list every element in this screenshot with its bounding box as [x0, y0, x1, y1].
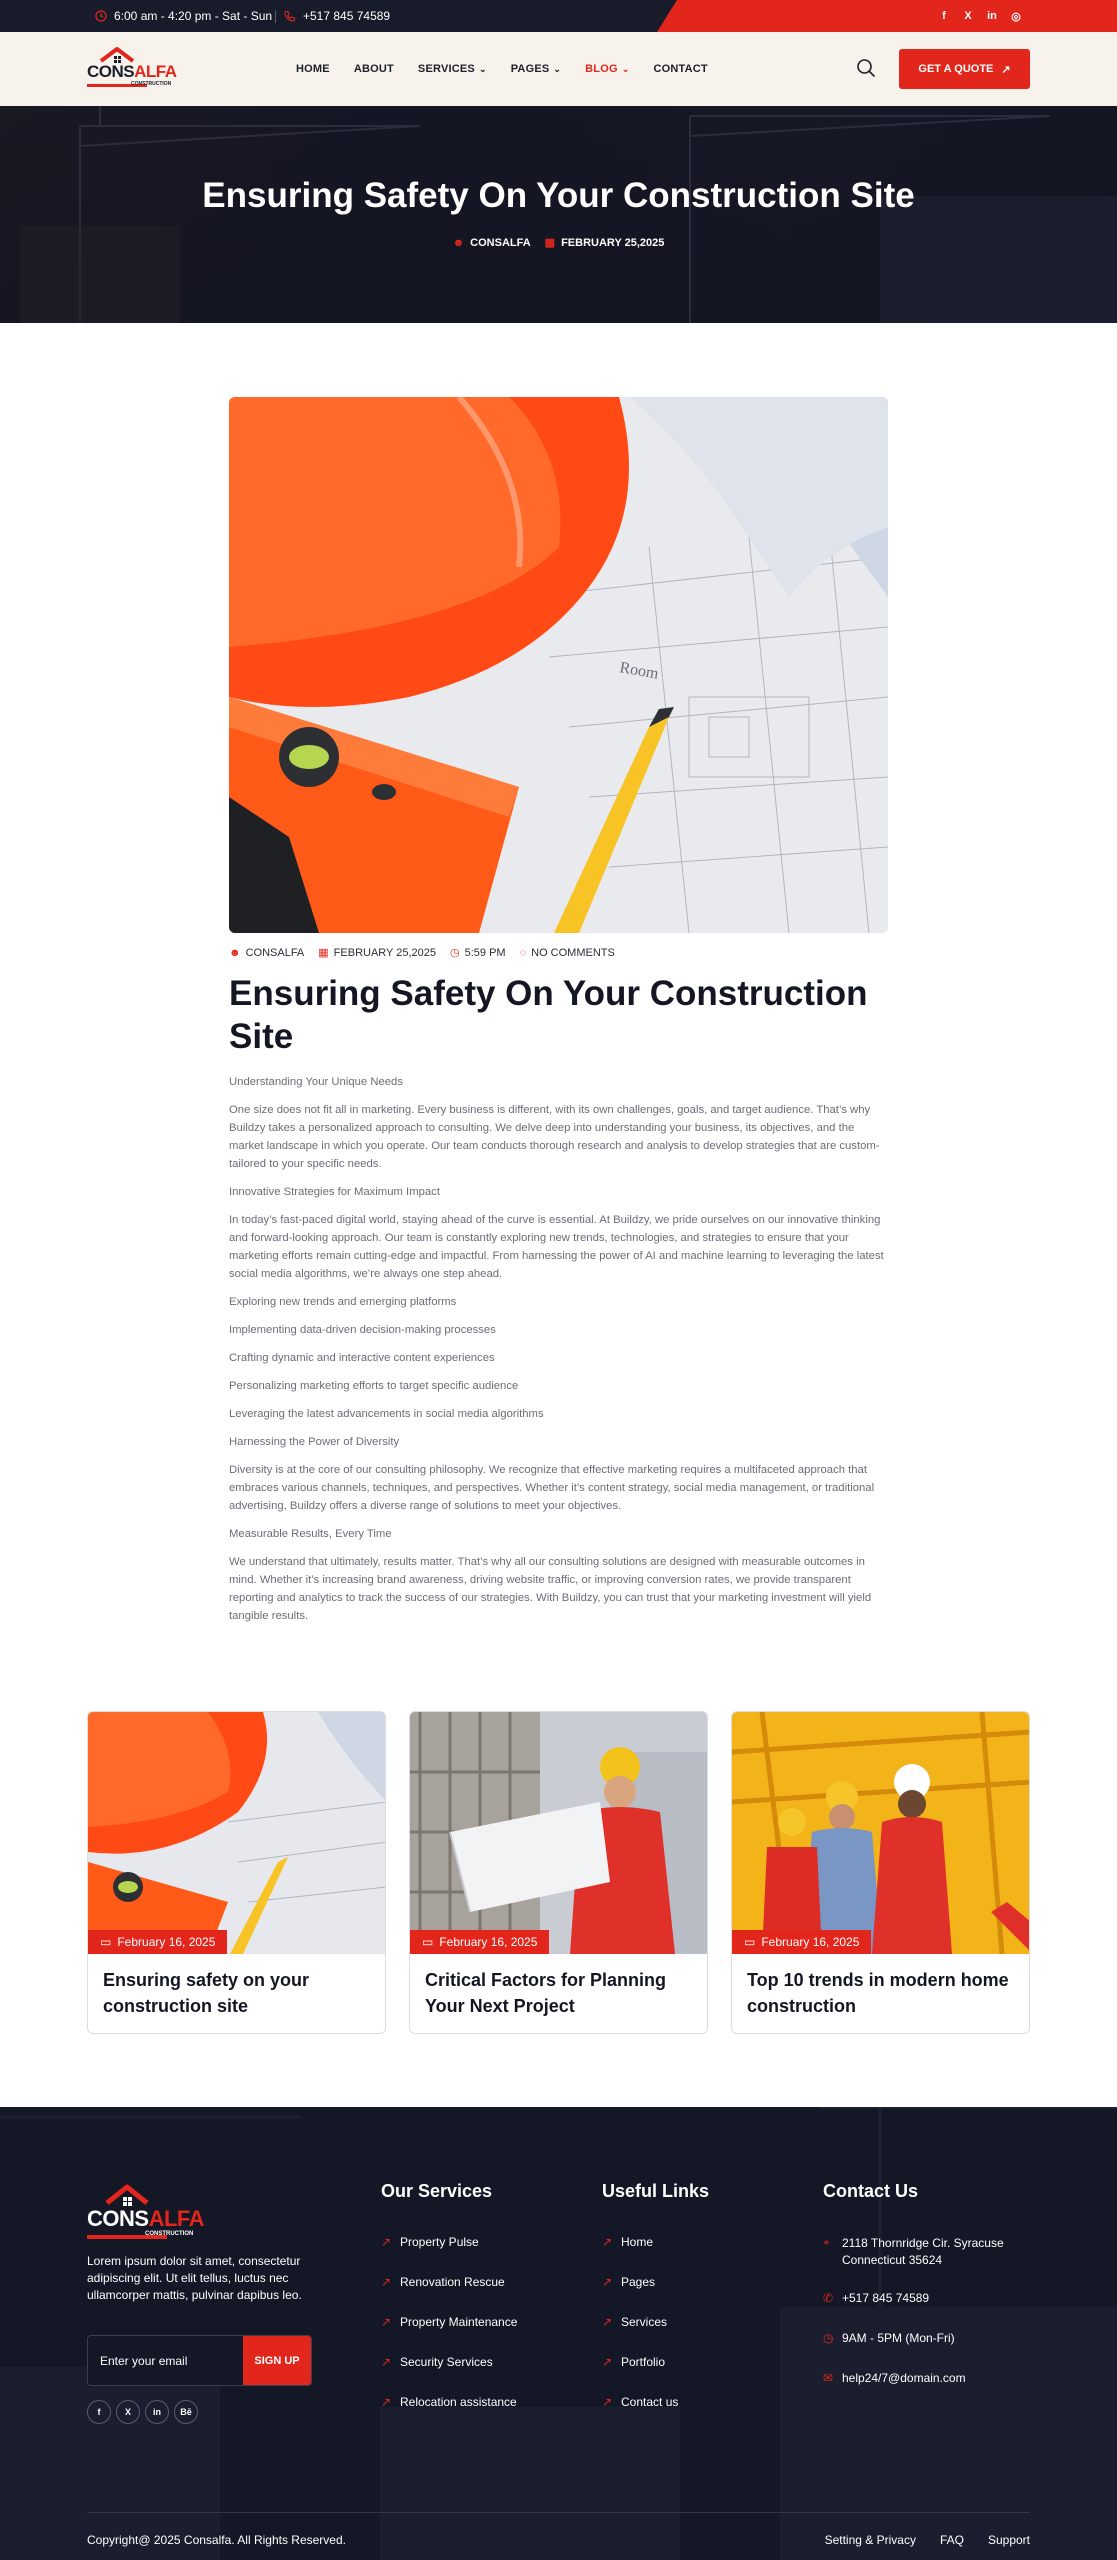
blog-card-date: ▭ February 16, 2025: [410, 1930, 549, 1954]
calendar-icon: ▭: [744, 1935, 756, 1949]
hero-date: ▦ FEBRUARY 25,2025: [544, 236, 665, 249]
facebook-icon[interactable]: f: [87, 2400, 111, 2424]
article-paragraph: Understanding Your Unique Needs: [229, 1076, 403, 1088]
engineer-with-plans-thumbnail: [410, 1712, 708, 1954]
footer-links-title: Useful Links: [602, 2181, 710, 2201]
blog-card-date: ▭ February 16, 2025: [732, 1930, 871, 1954]
blog-card-title[interactable]: Ensuring safety on your construction site: [103, 1970, 310, 2016]
chevron-down-icon: ⌄: [621, 63, 630, 74]
nav-about[interactable]: ABOUT: [353, 63, 394, 75]
featured-image: [229, 397, 888, 933]
instagram-icon[interactable]: ◎: [1011, 10, 1021, 23]
x-icon[interactable]: X: [116, 2400, 140, 2424]
article-paragraph: In today’s fast-paced digital world, staying ahead of the curve is essential. At Buildzy, we pride ourselves on our innovative thinking and forward-looking approach. Our team is constantly exploring new trends, technologies, and strategies to ensure that your marketing efforts remain cutting-edge and impactful. From harnessing the power of AI and machine learning to leveraging the latest social media algorithms, we’re always one step ahead.: [229, 1214, 884, 1280]
location-pin-icon: ⌖: [823, 2235, 830, 2249]
blueprint-helmet-illustration: [229, 397, 888, 933]
footer-link-pages[interactable]: ↗ Pages: [602, 2275, 656, 2289]
footer-link-settings-privacy[interactable]: Setting & Privacy: [824, 2533, 916, 2547]
arrow-up-right-icon: ↗: [381, 2315, 392, 2329]
article-paragraph: Innovative Strategies for Maximum Impact: [229, 1186, 440, 1198]
footer-hours: ◷ 9AM - 5PM (Mon-Fri): [823, 2331, 955, 2345]
article-paragraph: One size does not fit all in marketing. Every business is different, with its own challenges, goals, and target audience. That’s why Buildzy takes a personalized approach to consulting. We delve deep into understanding your business, its objectives, and the market landscape in which you operate. Our team conducts thorough research and analysis to develop strategies that are custom-tailored to your specific needs.: [229, 1104, 880, 1170]
footer-links-list: [602, 2235, 678, 2435]
clock-icon: [95, 10, 107, 22]
footer-service-link[interactable]: ↗ Property Pulse: [381, 2235, 479, 2249]
footer-contact-title: Contact Us: [823, 2181, 919, 2201]
article-paragraph: Measurable Results, Every Time: [229, 1528, 392, 1540]
linkedin-icon[interactable]: in: [987, 10, 997, 22]
site-header: [0, 32, 1117, 106]
logo-wordmark: CONSALFA: [87, 2206, 205, 2231]
calendar-icon: ▦: [544, 237, 556, 249]
footer-link-services[interactable]: ↗ Services: [602, 2315, 668, 2329]
main-nav: [296, 32, 732, 106]
helmet-blueprint-thumbnail: [88, 1712, 386, 1954]
phone-icon: ✆: [823, 2291, 834, 2305]
arrow-up-right-icon: ↗: [381, 2235, 392, 2249]
calendar-icon: ▭: [422, 1935, 434, 1949]
article-author[interactable]: ☻ CONSALFA: [229, 946, 305, 959]
signup-button[interactable]: SIGN UP: [243, 2336, 311, 2385]
article-paragraph: We understand that ultimately, results matter. That’s why all our consulting solutions are designed with measurable outcomes in mind. Whether it’s increasing brand awareness, driving website traffic, or improving conversion rates, we provide transparent reporting and analytics to track the success of our strategies. With Buildzy, you can trust that your marketing investment will yield tangible results.: [229, 1556, 872, 1622]
arrow-up-right-icon: ↗: [381, 2355, 392, 2369]
article-body: [229, 1073, 889, 1635]
article-paragraph: Implementing data-driven decision-making processes: [229, 1324, 496, 1336]
crane-workers-thumbnail: [732, 1712, 1030, 1954]
hero-title: Ensuring Safety On Your Construction Site: [202, 176, 915, 215]
footer-service-link[interactable]: ↗ Security Services: [381, 2355, 493, 2369]
top-phone-text: +517 845 74589: [303, 9, 391, 23]
article-paragraph: Leveraging the latest advancements in social media algorithms: [229, 1408, 544, 1420]
nav-blog[interactable]: BLOG ⌄: [585, 63, 630, 75]
copyright: Copyright@ 2025 Consalfa. All Rights Reserved.: [87, 2533, 346, 2547]
footer-logo[interactable]: [87, 2181, 209, 2243]
arrow-up-right-icon: ↗: [381, 2275, 392, 2289]
hero-meta: [0, 236, 1117, 249]
page-hero: [0, 106, 1117, 323]
get-a-quote-button[interactable]: [899, 49, 1030, 89]
article-paragraph: Diversity is at the core of our consulting philosophy. We recognize that effective marketing requires a multifaceted approach that embraces various channels, techniques, and perspectives. Whether it’s content strategy, social media management, or traditional advertising, Buildzy offers a diverse range of solutions to meet your objectives.: [229, 1464, 875, 1512]
footer-service-link[interactable]: ↗ Property Maintenance: [381, 2315, 518, 2329]
nav-contact[interactable]: CONTACT: [653, 63, 708, 75]
user-icon: ☻: [452, 236, 465, 249]
calendar-icon: ▦: [318, 947, 329, 959]
hero-author[interactable]: ☻ CONSALFA: [452, 236, 531, 249]
footer-link-support[interactable]: Support: [987, 2533, 1030, 2547]
opening-hours-text: 6:00 am - 4:20 pm - Sat - Sun: [114, 9, 273, 23]
blog-card-title[interactable]: Top 10 trends in modern home construction: [747, 1970, 1009, 2016]
top-social-links: [937, 0, 1023, 32]
nav-home[interactable]: HOME: [296, 63, 330, 75]
article-date: ▦ FEBRUARY 25,2025: [318, 946, 436, 959]
top-phone[interactable]: [284, 0, 390, 32]
footer-email[interactable]: ✉ help24/7@domain.com: [823, 2371, 966, 2385]
get-a-quote-label: GET A QUOTE: [918, 63, 994, 75]
logo-tagline: CONSTRUCTION: [145, 2231, 194, 2237]
footer-phone[interactable]: ✆ +517 845 74589: [823, 2291, 930, 2305]
footer-bottom-links: [825, 2525, 1030, 2555]
arrow-up-right-icon: ↗: [602, 2315, 613, 2329]
article-paragraph: Crafting dynamic and interactive content experiences: [229, 1352, 495, 1364]
top-bar: [0, 0, 1117, 32]
linkedin-icon[interactable]: in: [145, 2400, 169, 2424]
footer-services-list: [381, 2235, 517, 2435]
comment-icon: ◌: [519, 946, 527, 959]
arrow-up-right-icon: ↗: [381, 2395, 392, 2409]
logo-tagline: CONSTRUCTION: [131, 81, 172, 87]
email-field[interactable]: Enter your email: [100, 2353, 188, 2368]
behance-icon[interactable]: Bē: [174, 2400, 198, 2424]
article-paragraph: Personalizing marketing efforts to target specific audience: [229, 1380, 519, 1392]
x-icon[interactable]: X: [964, 10, 972, 22]
footer-address: ⌖ 2118 Thornridge Cir. Syracuse Connecticut 35624: [823, 2235, 1004, 2267]
blog-card-image: [410, 1712, 708, 1954]
footer-services-title: Our Services: [381, 2181, 493, 2201]
divider: [275, 10, 276, 23]
article-time: ◷ 5:59 PM: [450, 946, 506, 959]
article-title: Ensuring Safety On Your Construction Site: [229, 974, 868, 1056]
calendar-icon: ▭: [100, 1935, 112, 1949]
article-paragraph: Exploring new trends and emerging platforms: [229, 1296, 457, 1308]
arrow-up-right-icon: ↗: [602, 2235, 613, 2249]
logo[interactable]: [87, 44, 179, 90]
chevron-down-icon: ⌄: [478, 63, 487, 74]
mail-icon: ✉: [823, 2371, 834, 2385]
arrow-up-right-icon: ↗: [1001, 63, 1011, 76]
arrow-up-right-icon: ↗: [602, 2395, 613, 2409]
footer-contact-list: [823, 2235, 1004, 2411]
nav-pages[interactable]: PAGES ⌄: [510, 63, 562, 75]
top-bar-accent: [657, 0, 1117, 32]
footer-divider: [87, 2512, 1030, 2513]
article-paragraph: Harnessing the Power of Diversity: [229, 1436, 400, 1448]
logo-wordmark: CONSALFA: [87, 62, 177, 81]
footer-service-link[interactable]: ↗ Renovation Rescue: [381, 2275, 505, 2289]
blog-card-date: ▭ February 16, 2025: [88, 1930, 227, 1954]
blog-card-title[interactable]: Critical Factors for Planning Your Next Project: [425, 1970, 667, 2016]
arrow-up-right-icon: ↗: [602, 2355, 613, 2369]
blog-card[interactable]: [409, 1711, 708, 2034]
footer-link-home[interactable]: ↗ Home: [602, 2235, 654, 2249]
blog-card[interactable]: [731, 1711, 1030, 2034]
blog-card-image: [88, 1712, 386, 1954]
newsletter-form: [87, 2335, 312, 2386]
clock-icon: ◷: [823, 2331, 834, 2345]
footer-link-portfolio[interactable]: ↗ Portfolio: [602, 2355, 666, 2369]
footer-social-links: [87, 2400, 198, 2424]
footer-link-faq[interactable]: FAQ: [939, 2533, 964, 2547]
blog-card-image: [732, 1712, 1030, 1954]
arrow-up-right-icon: ↗: [602, 2275, 613, 2289]
phone-icon: [284, 10, 296, 22]
blog-card[interactable]: [87, 1711, 386, 2034]
article-meta: [229, 946, 615, 959]
user-icon: ☻: [229, 946, 241, 959]
clock-icon: ◷: [450, 947, 460, 959]
chevron-down-icon: ⌄: [553, 63, 562, 74]
footer-about: Lorem ipsum dolor sit amet, consectetur adipiscing elit. Ut elit tellus, luctus nec ullamcorper mattis, pulvinar dapibus leo.: [87, 2254, 302, 2302]
svg-text:Room: Room: [618, 659, 660, 683]
opening-hours: [95, 0, 272, 32]
search-icon[interactable]: [855, 57, 877, 79]
facebook-icon[interactable]: f: [942, 10, 946, 22]
article-comments[interactable]: ◌ NO COMMENTS: [519, 946, 615, 959]
nav-services[interactable]: SERVICES ⌄: [417, 63, 487, 75]
site-footer: [0, 2107, 1117, 2560]
footer-service-link[interactable]: ↗ Relocation assistance: [381, 2395, 517, 2409]
footer-link-contact[interactable]: ↗ Contact us: [602, 2395, 679, 2409]
